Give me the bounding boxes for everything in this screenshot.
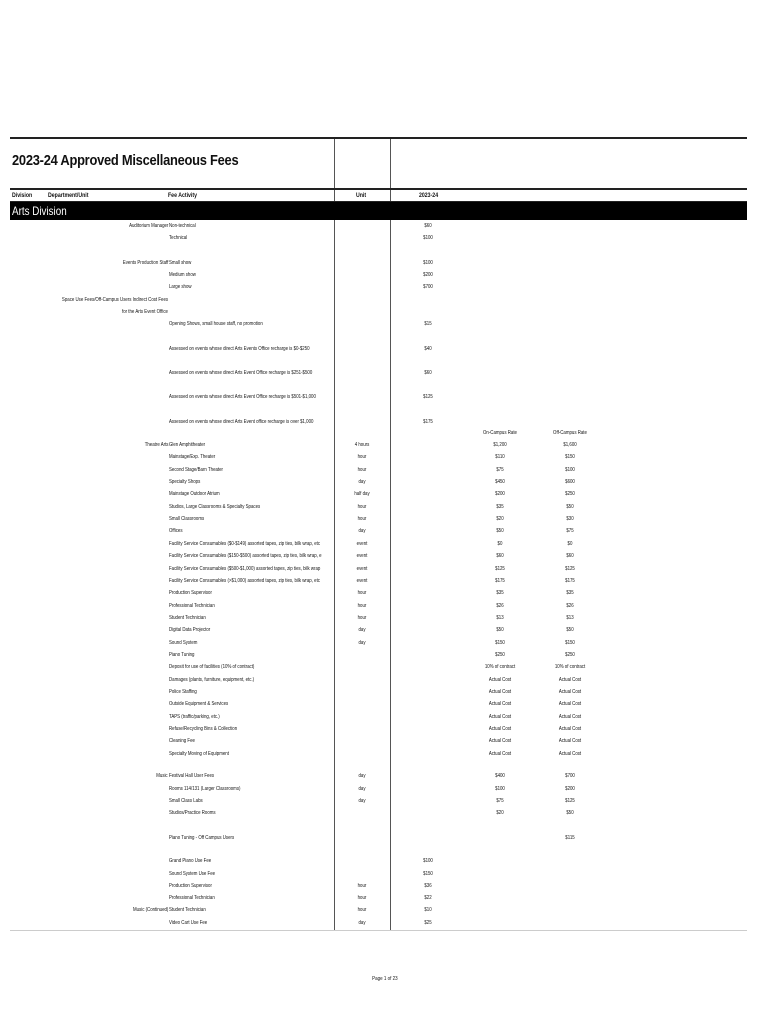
on-campus-rate: $150: [495, 640, 505, 646]
off-campus-rate: $600: [565, 479, 575, 485]
header-unit: Unit: [356, 192, 367, 199]
off-campus-rate: Actual Cost: [558, 738, 582, 744]
fee-activity: Video Cart Use Fee: [169, 920, 208, 926]
fee-activity: Studios/Practice Rooms: [169, 810, 216, 816]
fee-amount: $25: [424, 920, 432, 926]
on-campus-rate: $100: [495, 786, 505, 792]
fee-activity: Production Supervisor: [169, 883, 212, 889]
on-campus-rate: $13: [496, 615, 504, 621]
fee-activity: Specialty Shops: [169, 479, 201, 485]
off-campus-rate: $50: [566, 627, 574, 633]
fee-amount: $36: [424, 883, 432, 889]
on-campus-rate: Actual Cost: [488, 714, 512, 720]
fee-activity: Grand Piano Use Fee: [169, 858, 212, 864]
fee-amount: $125: [423, 394, 433, 400]
fee-activity: Opening Shows, small house staff, no promotion: [169, 321, 263, 327]
fee-unit: day: [358, 479, 366, 485]
fee-activity: Outside Equipment & Services: [169, 701, 229, 707]
off-campus-rate: Actual Cost: [558, 677, 582, 683]
fee-unit: half day: [354, 491, 370, 497]
off-campus-rate: $13: [566, 615, 574, 621]
on-campus-rate: $125: [495, 566, 505, 572]
fee-unit: hour: [357, 615, 367, 621]
on-campus-rate: $0: [497, 541, 503, 547]
fee-activity: Professional Technician: [169, 603, 215, 609]
fee-activity: Deposit for use of facilities (10% of contract): [169, 664, 255, 670]
fee-activity: Student Technician: [169, 907, 206, 913]
on-campus-rate: $75: [496, 467, 504, 473]
fee-unit: hour: [357, 603, 367, 609]
off-campus-rate: $100: [565, 467, 575, 473]
fee-unit: 4 hours: [354, 442, 370, 448]
fee-unit: hour: [357, 907, 367, 913]
off-campus-rate: Actual Cost: [558, 714, 582, 720]
on-campus-rate: $75: [496, 798, 504, 804]
page-title: 2023-24 Approved Miscellaneous Fees: [12, 152, 239, 169]
fee-amount: $150: [423, 871, 433, 877]
fee-unit: hour: [357, 467, 367, 473]
fee-activity: Small Class Labs: [169, 798, 203, 804]
fee-unit: event: [356, 566, 368, 572]
fee-unit: hour: [357, 504, 367, 510]
department-events-production: Events Production Staff: [122, 260, 168, 266]
fee-activity: Production Supervisor: [169, 590, 212, 596]
fee-activity: Technical: [169, 235, 188, 241]
top-rule: [10, 137, 747, 139]
on-campus-rate: $50: [496, 528, 504, 534]
off-campus-rate: Actual Cost: [558, 726, 582, 732]
division-label: Arts Division: [12, 204, 67, 218]
off-campus-rate: $50: [566, 810, 574, 816]
fee-activity: Piano Tuning - Off Campus Users: [169, 835, 235, 841]
fee-unit: day: [358, 528, 366, 534]
fee-unit: day: [358, 627, 366, 633]
off-campus-rate: $115: [565, 835, 575, 841]
fee-unit: event: [356, 578, 368, 584]
header-fee-activity: Fee Activity: [168, 192, 197, 199]
on-campus-rate: $250: [495, 652, 505, 658]
department-space-use-fees: Space Use Fees/Off-Campus Users Indirect Cost Fees: [61, 297, 168, 303]
fee-activity: Police Staffing: [169, 689, 197, 695]
off-campus-rate: $1,600: [563, 442, 577, 448]
fee-activity: Studios, Large Classrooms & Specialty Spaces: [169, 504, 261, 510]
fee-unit: event: [356, 541, 368, 547]
on-campus-rate: Actual Cost: [488, 689, 512, 695]
fee-activity: Student Technician: [169, 615, 206, 621]
fee-activity: Assessed on events whose direct Arts Events Office recharge is $0-$250: [169, 346, 310, 352]
header-department: Department/Unit: [48, 192, 89, 199]
department-theatre-arts: Theatre Arts: [144, 442, 168, 448]
header-division: Division: [12, 192, 33, 199]
department-space-use-fees-line2: for the Arts Event Office: [121, 309, 168, 315]
fee-activity: Mainstage Outdoor Atrium: [169, 491, 220, 497]
fee-amount: $15: [424, 321, 432, 327]
bottom-rule: [10, 930, 747, 931]
on-campus-rate: $1,200: [493, 442, 507, 448]
fee-activity: Festival Hall User Fees: [169, 773, 215, 779]
fee-activity: Large show: [169, 284, 192, 290]
on-campus-rate: Actual Cost: [488, 738, 512, 744]
fee-unit: day: [358, 640, 366, 646]
off-campus-rate: $200: [565, 786, 575, 792]
on-campus-rate: $20: [496, 810, 504, 816]
fee-activity: Mainstage/Exp. Theater: [169, 454, 216, 460]
fee-unit: hour: [357, 883, 367, 889]
off-campus-rate: $26: [566, 603, 574, 609]
fee-unit: hour: [357, 454, 367, 460]
off-campus-rate: $125: [565, 566, 575, 572]
header-year: 2023-24: [419, 192, 439, 199]
fee-amount: $60: [424, 370, 432, 376]
on-campus-rate: 10% of contract: [484, 664, 516, 670]
fee-activity: Assessed on events whose direct Arts Event Office recharge is $251-$500: [169, 370, 313, 376]
fee-activity: Refuse/Recycling Bins & Collection: [169, 726, 238, 732]
fee-activity: Facility Service Consumables ($500-$1,000) assorted tapes, zip ties, bilk wrap: [169, 566, 321, 572]
division-band: [10, 202, 747, 220]
on-campus-rate: Actual Cost: [488, 677, 512, 683]
on-campus-rate: $450: [495, 479, 505, 485]
fee-unit: hour: [357, 590, 367, 596]
off-campus-rate: $60: [566, 553, 574, 559]
on-campus-rate: $35: [496, 504, 504, 510]
on-campus-rate: Actual Cost: [488, 726, 512, 732]
fee-activity: Non-technical: [169, 223, 196, 229]
on-campus-rate-header: On-Campus Rate: [483, 430, 517, 436]
department-music: Music: [156, 773, 168, 779]
fee-activity: Small show: [169, 260, 192, 266]
fee-unit: hour: [357, 895, 367, 901]
off-campus-rate: $175: [565, 578, 575, 584]
fee-activity: Medium show: [169, 272, 196, 278]
off-campus-rate: $75: [566, 528, 574, 534]
fee-amount: $22: [424, 895, 432, 901]
fee-activity: Professional Technician: [169, 895, 215, 901]
on-campus-rate: $50: [496, 627, 504, 633]
on-campus-rate: Actual Cost: [488, 701, 512, 707]
on-campus-rate: $20: [496, 516, 504, 522]
on-campus-rate: $60: [496, 553, 504, 559]
fee-activity: Damages (plants, furniture, equipment, etc.): [169, 677, 255, 683]
fee-amount: $100: [423, 260, 433, 266]
on-campus-rate: $35: [496, 590, 504, 596]
fee-amount: $200: [423, 272, 433, 278]
fee-unit: day: [358, 798, 366, 804]
fee-activity: Rooms 114/131 (Larger Classrooms): [169, 786, 241, 792]
off-campus-rate: $150: [565, 640, 575, 646]
off-campus-rate: $700: [565, 773, 575, 779]
header-rule: [10, 188, 747, 190]
fee-activity: Facility Service Consumables ($0-$149) assorted tapes, zip ties, bilk wrap, etc: [169, 541, 321, 547]
off-campus-rate: Actual Cost: [558, 689, 582, 695]
fee-activity: Piano Tuning: [169, 652, 195, 658]
off-campus-rate: $125: [565, 798, 575, 804]
fee-activity: Facility Service Consumables (>$1,000) assorted tapes, zip ties, bilk wrap, etc: [169, 578, 320, 584]
off-campus-rate: Actual Cost: [558, 701, 582, 707]
fee-activity: Digital Data Projector: [169, 627, 211, 633]
fee-activity: Glen Amphitheater: [169, 442, 206, 448]
fee-activity: Assessed on events whose direct Arts Event Office recharge is $501-$1,000: [169, 394, 316, 400]
fee-activity: Second Stage/Barn Theater: [169, 467, 224, 473]
fee-amount: $175: [423, 419, 433, 425]
off-campus-rate: $0: [567, 541, 573, 547]
fee-activity: Offices: [169, 528, 183, 534]
fee-activity: Specialty Moving of Equipment: [169, 751, 229, 757]
fee-unit: day: [358, 920, 366, 926]
fee-unit: hour: [357, 516, 367, 522]
on-campus-rate: $26: [496, 603, 504, 609]
fee-activity: Sound System Use Fee: [169, 871, 216, 877]
fee-activity: Assessed on events whose direct Arts Event office recharge is over $1,000: [169, 419, 314, 425]
fee-amount: $10: [424, 907, 432, 913]
fee-unit: event: [356, 553, 368, 559]
fee-activity: Small Classrooms: [169, 516, 205, 522]
department-music-continued: Music (Continued): [132, 907, 168, 913]
off-campus-rate: 10% of contract: [554, 664, 586, 670]
fee-activity: Cleaning Fee: [169, 738, 195, 744]
fee-amount: $60: [424, 223, 432, 229]
fee-unit: day: [358, 786, 366, 792]
on-campus-rate: Actual Cost: [488, 751, 512, 757]
on-campus-rate: $110: [495, 454, 505, 460]
on-campus-rate: $200: [495, 491, 505, 497]
off-campus-rate: $50: [566, 504, 574, 510]
fee-activity: Facility Service Consumables ($150-$500) assorted tapes, zip ties, bilk wrap, e: [169, 553, 322, 559]
page-number: Page 1 of 23: [372, 976, 398, 982]
off-campus-rate: $250: [565, 652, 575, 658]
fee-activity: Sound System: [169, 640, 198, 646]
off-campus-rate: $30: [566, 516, 574, 522]
on-campus-rate: $400: [495, 773, 505, 779]
fee-amount: $100: [423, 235, 433, 241]
fee-activity: TAPS (traffic/parking, etc.): [169, 714, 220, 720]
off-campus-rate: $150: [565, 454, 575, 460]
department-auditorium-manager: Auditorium Manager: [128, 223, 168, 229]
off-campus-rate: Actual Cost: [558, 751, 582, 757]
page-footer: [0, 976, 770, 982]
fee-amount: $700: [423, 284, 433, 290]
fee-unit: day: [358, 773, 366, 779]
off-campus-rate: $35: [566, 590, 574, 596]
fee-amount: $100: [423, 858, 433, 864]
off-campus-rate-header: Off-Campus Rate: [553, 430, 587, 436]
on-campus-rate: $175: [495, 578, 505, 584]
fee-amount: $40: [424, 346, 432, 352]
off-campus-rate: $250: [565, 491, 575, 497]
